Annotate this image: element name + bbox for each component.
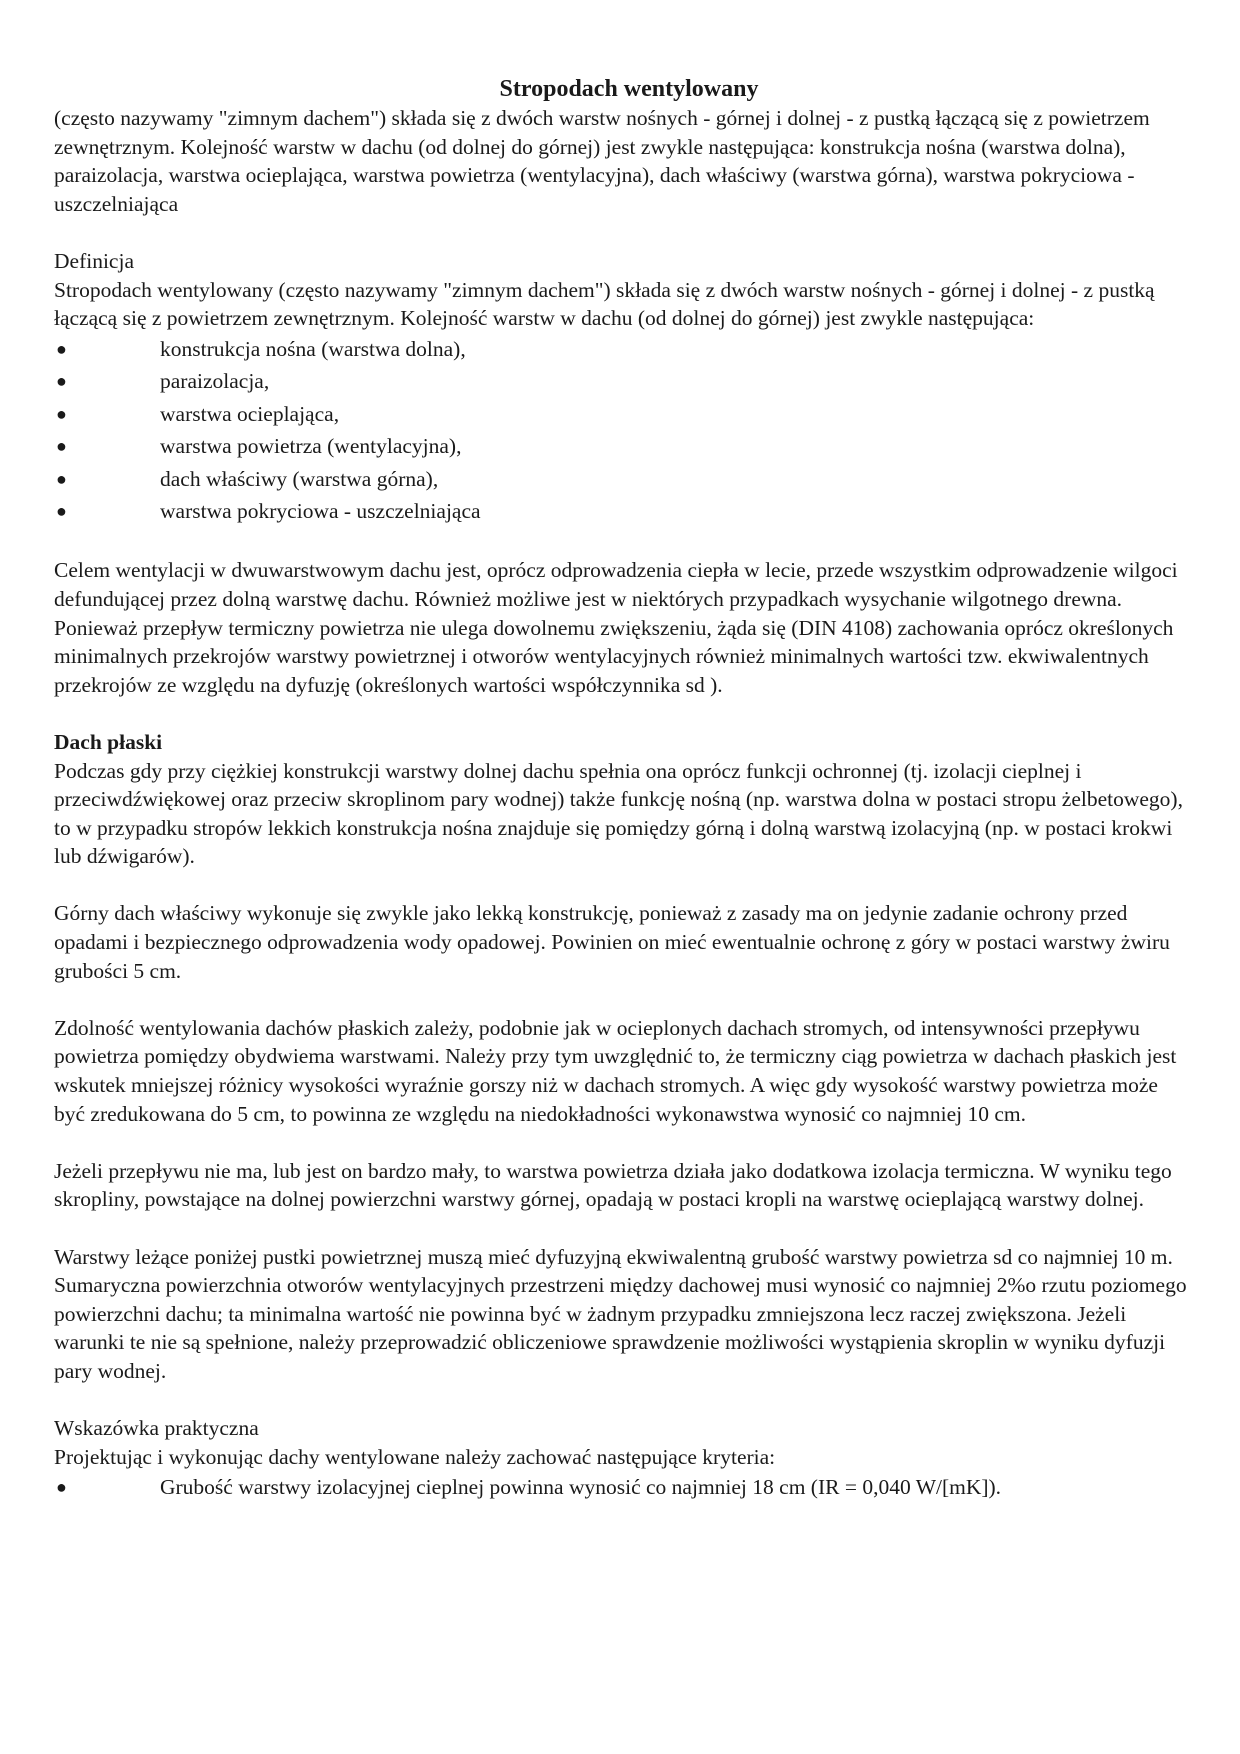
bullet-icon: ● xyxy=(56,436,67,457)
list-item-text: Grubość warstwy izolacyjnej cieplnej powinna wynosić co najmniej 18 cm (IR = 0,040 W/[mK]). xyxy=(160,1475,1002,1500)
list-item xyxy=(54,1471,1194,1504)
definition-heading: Definicja xyxy=(54,248,134,273)
flat-roof-paragraph: Górny dach właściwy wykonuje się zwykle jako lekką konstrukcję, ponieważ z zasady ma on jedynie zadanie ochrony przed opadami i bezpiecznego odprowadzenia wody opadowej. Powinien on mieć ewentualnie ochronę z góry w postaci warstwy żwiru grubości 5 cm. xyxy=(54,901,1170,983)
list-item xyxy=(54,430,1194,463)
list-item-text: warstwa pokryciowa - uszczelniająca xyxy=(160,499,481,524)
list-item xyxy=(54,495,1194,528)
flat-roof-paragraph: Warstwy leżące poniżej pustki powietrznej muszą mieć dyfuzyjną ekwiwalentną grubość warstwy powietrza sd co najmniej 10 m. Sumaryczna powierzchnia otworów wentylacyjnych przestrzeni między dachowej musi wynosić co najmniej 2%o rzutu poziomego powierzchni dachu; ta minimalna wartość nie powinna być w żadnym przypadku zmniejszona lecz raczej zwiększona. Jeżeli warunki te nie są spełnione, należy przeprowadzić obliczeniowe sprawdzenie możliwości wystąpienia skroplin w wyniku dyfuzji pary wodnej. xyxy=(54,1244,1187,1383)
list-item xyxy=(54,398,1194,431)
document-title: Stropodach wentylowany xyxy=(499,76,759,102)
flat-roof-paragraph: Podczas gdy przy ciężkiej konstrukcji warstwy dolnej dachu spełnia ona oprócz funkcji ochronnej (tj. izolacji cieplnej i przeciwdźwiękowej oraz przeciw skroplinom pary wodnej) także funkcję nośną (np. warstwa dolna w postaci stropu żelbetowego), to w przypadku stropów lekkich konstrukcja nośna znajduje się pomiędzy górną i dolną warstwą izolacyjną (np. w postaci krokwi lub dźwigarów). xyxy=(54,758,1183,869)
bullet-icon: ● xyxy=(56,403,67,424)
list-item-text: warstwa powietrza (wentylacyjna), xyxy=(160,434,462,459)
bullet-icon: ● xyxy=(56,501,67,522)
list-item-text: dach właściwy (warstwa górna), xyxy=(160,466,439,491)
list-item xyxy=(54,365,1194,398)
list-item-text: paraizolacja, xyxy=(160,369,270,394)
flat-roof-heading: Dach płaski xyxy=(54,729,163,754)
ventilation-paragraph: Celem wentylacji w dwuwarstwowym dachu jest, oprócz odprowadzenia ciepła w lecie, przede wszystkim odprowadzenie wilgoci defundującej przez dolną warstwę dachu. Również możliwe jest w niektórych przypadkach wysychanie wilgotnego drewna. Ponieważ przepływ termiczny powietrza nie ulega dowolnemu zwiększeniu, żąda się (DIN 4108) zachowania oprócz określonych minimalnych przekrojów warstwy powietrznej i otworów wentylacyjnych również minimalnych wartości tzw. ekwiwalentnych przekrojów ze względu na dyfuzję (określonych wartości współczynnika sd ). xyxy=(54,558,1178,697)
list-item xyxy=(54,463,1194,496)
intro-paragraph: (często nazywamy "zimnym dachem") składa się z dwóch warstw nośnych - górnej i dolnej - z pustką łączącą się z powietrzem zewnętrznym. Kolejność warstw w dachu (od dolnej do górnej) jest zwykle następująca: konstrukcja nośna (warstwa dolna), paraizolacja, warstwa ocieplająca, warstwa powietrza (wentylacyjna), dach właściwy (warstwa górna), warstwa pokryciowa - uszczelniająca xyxy=(54,106,1150,216)
definition-paragraph: Stropodach wentylowany (często nazywamy "zimnym dachem") składa się z dwóch warstw nośnych - górnej i dolnej - z pustką łączącą się z powietrzem zewnętrznym. Kolejność warstw w dachu (od dolnej do górnej) jest zwykle następująca: xyxy=(54,277,1155,331)
tip-heading: Wskazówka praktyczna xyxy=(54,1416,259,1441)
flat-roof-paragraph: Jeżeli przepływu nie ma, lub jest on bardzo mały, to warstwa powietrza działa jako dodatkowa izolacja termiczna. W wyniku tego skropliny, powstające na dolnej powierzchni warstwy górnej, opadają w postaci kropli na warstwę ocieplającą warstwy dolnej. xyxy=(54,1158,1172,1212)
list-item-text: konstrukcja nośna (warstwa dolna), xyxy=(160,336,466,361)
bullet-icon: ● xyxy=(56,371,67,392)
bullet-icon: ● xyxy=(56,1477,67,1498)
list-item-text: warstwa ocieplająca, xyxy=(160,401,340,426)
bullet-icon: ● xyxy=(56,338,67,359)
flat-roof-paragraph: Zdolność wentylowania dachów płaskich zależy, podobnie jak w ocieplonych dachach stromych, od intensywności przepływu powietrza pomiędzy obydwiema warstwami. Należy przy tym uwzględnić to, że termiczny ciąg powietrza w dachach płaskich jest wskutek mniejszej różnicy wysokości wyraźnie gorszy niż w dachach stromych. A więc gdy wysokość warstwy powietrza może być zredukowana do 5 cm, to powinna ze względu na niedokładności wykonawstwa wynosić co najmniej 10 cm. xyxy=(54,1015,1177,1126)
layer-list xyxy=(54,333,1194,528)
document-page xyxy=(54,74,1194,1504)
bullet-icon: ● xyxy=(56,468,67,489)
tip-paragraph: Projektując i wykonując dachy wentylowane należy zachować następujące kryteria: xyxy=(54,1444,776,1469)
list-item xyxy=(54,333,1194,366)
